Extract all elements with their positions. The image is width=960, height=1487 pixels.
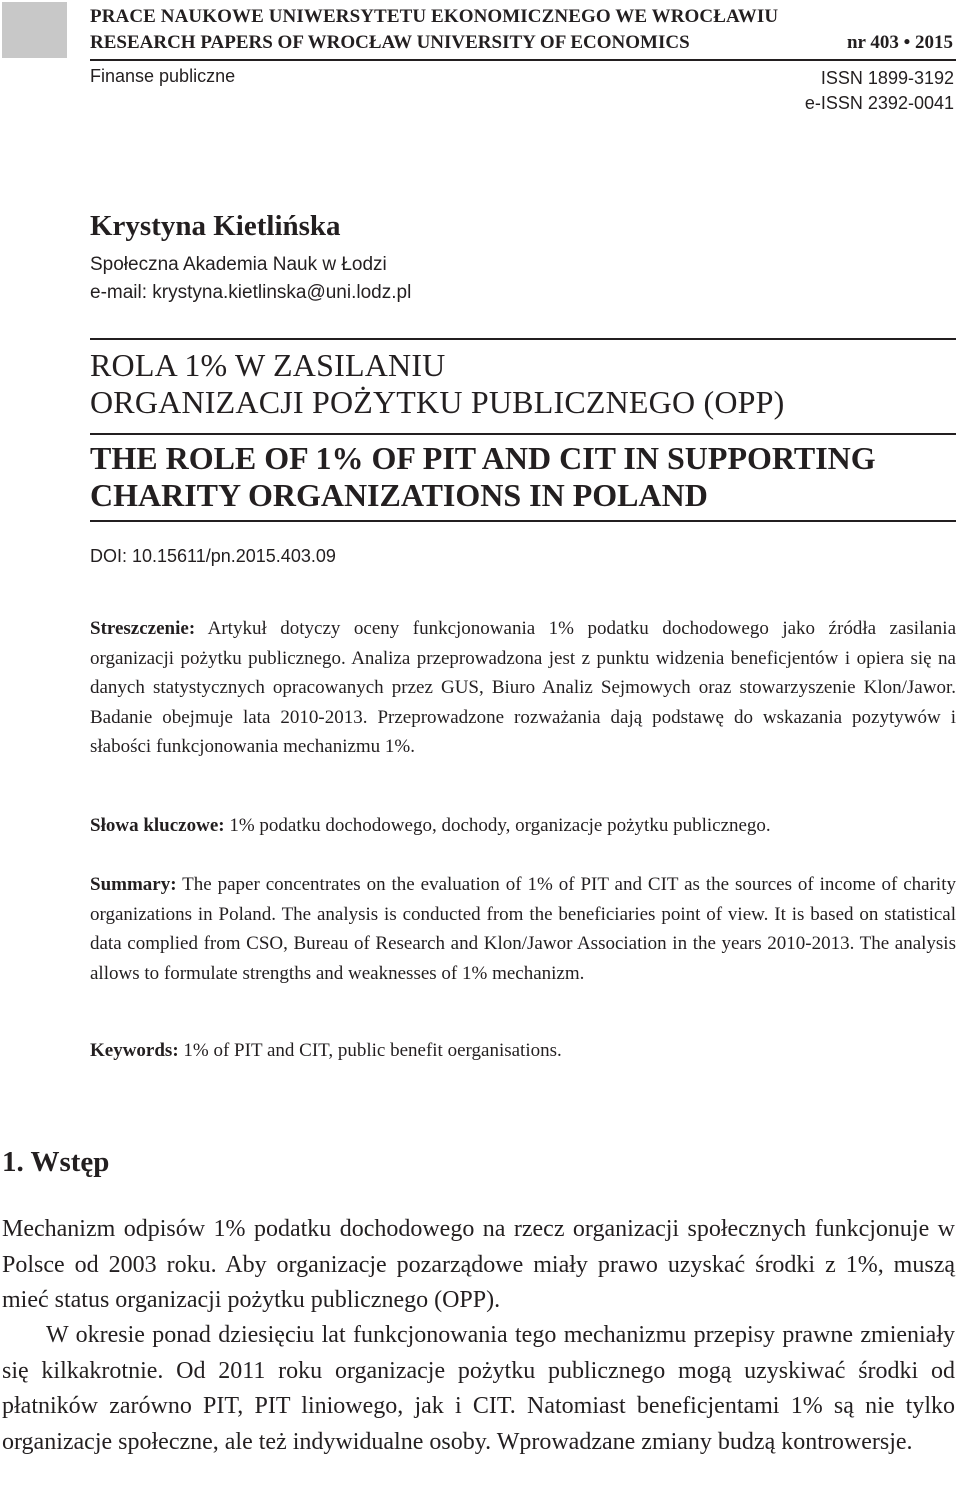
journal-title-pl: PRACE NAUKOWE UNIWERSYTETU EKONOMICZNEGO WE WROCŁAWIU: [90, 6, 779, 27]
title-en: [90, 440, 876, 514]
journal-title-en-row: [90, 32, 956, 54]
author-affiliation: Społeczna Akademia Nauk w Łodzi: [90, 254, 387, 275]
summary-en-label: Summary:: [90, 874, 177, 895]
keywords-pl-label: Słowa kluczowe:: [90, 815, 225, 836]
eissn: e-ISSN 2392-0041: [804, 93, 954, 113]
title-rule-middle: [90, 433, 956, 435]
decorative-gray-box: [2, 2, 67, 58]
issue-number: nr 403 • 2015: [846, 32, 953, 53]
title-pl: [90, 347, 785, 421]
keywords-en-label: Keywords:: [90, 1040, 179, 1061]
abstract-pl: [90, 614, 956, 762]
title-en-line2: CHARITY ORGANIZATIONS IN POLAND: [90, 477, 708, 513]
issn-block: [805, 66, 954, 116]
keywords-en-text: 1% of PIT and CIT, public benefit oerganisations.: [183, 1040, 562, 1061]
title-en-line1: THE ROLE OF 1% OF PIT AND CIT IN SUPPORTING: [90, 440, 876, 476]
series-name: Finanse publiczne: [90, 66, 236, 86]
summary-en-text: The paper concentrates on the evaluation of 1% of PIT and CIT as the sources of income of charity organizations in Poland. The analysis is conducted from the beneficiaries point of view. It is based on statistical data complied from CSO, Bureau of Research and Klon/Jawor Association in the years 2010-2013. The analysis allows to formulate strengths and weaknesses of 1% mechanizm.: [90, 874, 956, 984]
issn: ISSN 1899-3192: [820, 68, 954, 88]
keywords-pl: [90, 811, 956, 841]
title-pl-line1: ROLA 1% W ZASILANIU: [90, 347, 446, 383]
author-name: Krystyna Kietlińska: [90, 210, 341, 242]
title-rule-bottom: [90, 520, 956, 522]
keywords-en: [90, 1036, 956, 1066]
author-email: e-mail: krystyna.kietlinska@uni.lodz.pl: [90, 282, 412, 303]
section-heading: 1. Wstęp: [2, 1146, 110, 1178]
abstract-pl-label: Streszczenie:: [90, 618, 196, 639]
abstract-pl-text: Artykuł dotyczy oceny funkcjonowania 1% podatku dochodowego jako źródła zasilania organizacji pożytku publicznego. Analiza przeprowadzona jest z punktu widzenia beneficjentów i opiera się na danych statystycznych opracowanych przez GUS, Biuro Analiz Sejmowych oraz stowarzyszenie Klon/Jawor. Badanie obejmuje lata 2010-2013. Przeprowadzone rozważania dają podstawę do wskazania pozytywów i słabości funkcjonowania mechanizmu 1%.: [90, 618, 957, 757]
body-paragraph-2: W okresie ponad dziesięciu lat funkcjonowania tego mechanizmu przepisy prawne zmieniały się kilkakrotnie. Od 2011 roku organizacje pożytku publicznego mogą uzyskiwać środki od płatników zarówno PIT, PIT liniowego, jak i CIT. Natomiast beneficjentami 1% są nie tylko organizacje społeczne, ale też indywidualne osoby. Wprowadzane zmiany budzą kontrowersje.: [2, 1322, 955, 1455]
doi: DOI: 10.15611/pn.2015.403.09: [90, 546, 336, 566]
title-pl-line2: ORGANIZACJI POŻYTKU PUBLICZNEGO (OPP): [90, 384, 785, 420]
keywords-pl-text: 1% podatku dochodowego, dochody, organizacje pożytku publicznego.: [229, 815, 771, 836]
body-paragraph-1: Mechanizm odpisów 1% podatku dochodowego na rzecz organizacji społecznych funkcjonuje w Polsce od 2003 roku. Aby organizacje pozarządowe miały prawo uzyskać środki z 1%, muszą mieć status organizacji pożytku publicznego (OPP).: [2, 1216, 955, 1313]
journal-title-en: RESEARCH PAPERS OF WROCŁAW UNIVERSITY OF ECONOMICS: [90, 32, 690, 53]
title-rule-top: [90, 338, 956, 340]
summary-en: [90, 870, 956, 988]
header-rule: [90, 59, 956, 61]
